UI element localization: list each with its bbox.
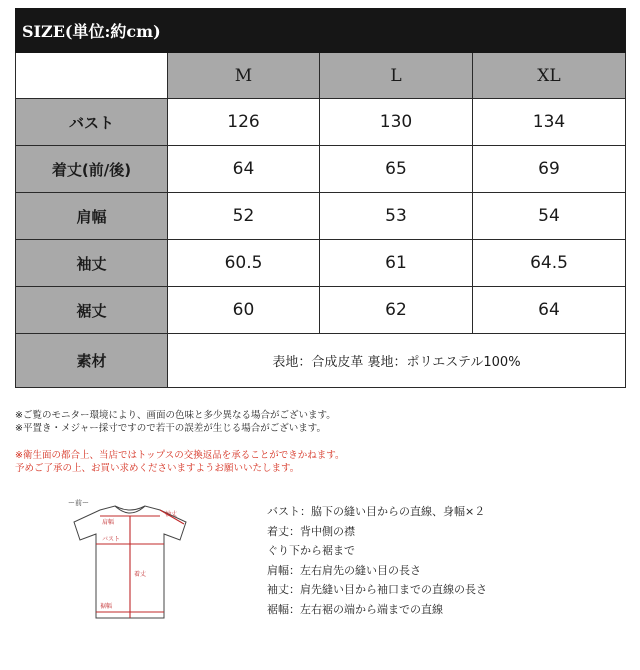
- corner-cell: [16, 53, 168, 99]
- diagram-front-label: ー前ー: [68, 499, 89, 507]
- red-note-line: ※衛生面の都合上、当店ではトップスの交換返品を承ることができかねます。: [15, 450, 345, 461]
- row-label: 袖丈: [16, 240, 168, 287]
- material-label: 素材: [16, 334, 168, 388]
- cell-value: 69: [473, 146, 626, 193]
- cell-value: 61: [320, 240, 473, 287]
- diagram-sleeve-label: 袖丈: [165, 511, 178, 518]
- table-row: [16, 287, 626, 334]
- note-line: ※ご覧のモニター環境により、画面の色味と多少異なる場合がございます。: [15, 410, 336, 421]
- cell-value: 60: [168, 287, 320, 334]
- legend-line: ぐり下から裾まで: [267, 544, 355, 557]
- row-label: 着丈(前/後): [16, 146, 168, 193]
- table-header-row: [16, 9, 626, 53]
- cell-value: 52: [168, 193, 320, 240]
- table-row: [16, 146, 626, 193]
- tshirt-measurement-diagram: [60, 494, 200, 624]
- cell-value: 54: [473, 193, 626, 240]
- monitor-notes: [15, 409, 336, 435]
- legend-line: 裾幅：左右裾の端から端までの直線: [267, 602, 443, 616]
- cell-value: 64.5: [473, 240, 626, 287]
- diagram-length-label: 着丈: [134, 571, 147, 578]
- column-m: M: [168, 53, 320, 99]
- diagram-hem-label: 裾幅: [100, 603, 113, 610]
- diagram-shoulder-label: 肩幅: [102, 519, 115, 526]
- table-row: [16, 240, 626, 287]
- table-row: [16, 99, 626, 146]
- note-line: ※平置き・メジャー採寸ですので若干の誤差が生じる場合がございます。: [15, 423, 327, 434]
- cell-value: 130: [320, 99, 473, 146]
- material-value: 表地：合成皮革 裏地：ポリエステル100%: [168, 334, 626, 388]
- table-title: SIZE(単位:約cm): [16, 9, 473, 53]
- red-note-line: 予めご了承の上、お買い求めくださいますようお願いいたします。: [15, 463, 300, 474]
- legend-line: 袖丈：肩先縫い目から袖口までの直線の長さ: [267, 583, 487, 596]
- row-label: バスト: [16, 99, 168, 146]
- column-l: L: [320, 53, 473, 99]
- measurement-legend: [267, 502, 487, 619]
- size-columns-row: [16, 53, 626, 99]
- cell-value: 134: [473, 99, 626, 146]
- cell-value: 60.5: [168, 240, 320, 287]
- cell-value: 53: [320, 193, 473, 240]
- cell-value: 64: [473, 287, 626, 334]
- legend-line: 着丈：背中側の襟: [267, 524, 355, 538]
- cell-value: 62: [320, 287, 473, 334]
- header-blank-cell: [473, 9, 626, 53]
- legend-line: 肩幅：左右肩先の縫い目の長さ: [267, 563, 421, 577]
- column-xl: XL: [473, 53, 626, 99]
- diagram-bust-label: バスト: [102, 536, 121, 543]
- row-label: 肩幅: [16, 193, 168, 240]
- return-policy-notes: [15, 449, 345, 475]
- table-row: [16, 193, 626, 240]
- cell-value: 126: [168, 99, 320, 146]
- cell-value: 64: [168, 146, 320, 193]
- size-table: [15, 8, 626, 388]
- legend-line: バスト：脇下の縫い目からの直線、身幅×２: [267, 505, 486, 518]
- row-label: 裾丈: [16, 287, 168, 334]
- material-row: [16, 334, 626, 388]
- cell-value: 65: [320, 146, 473, 193]
